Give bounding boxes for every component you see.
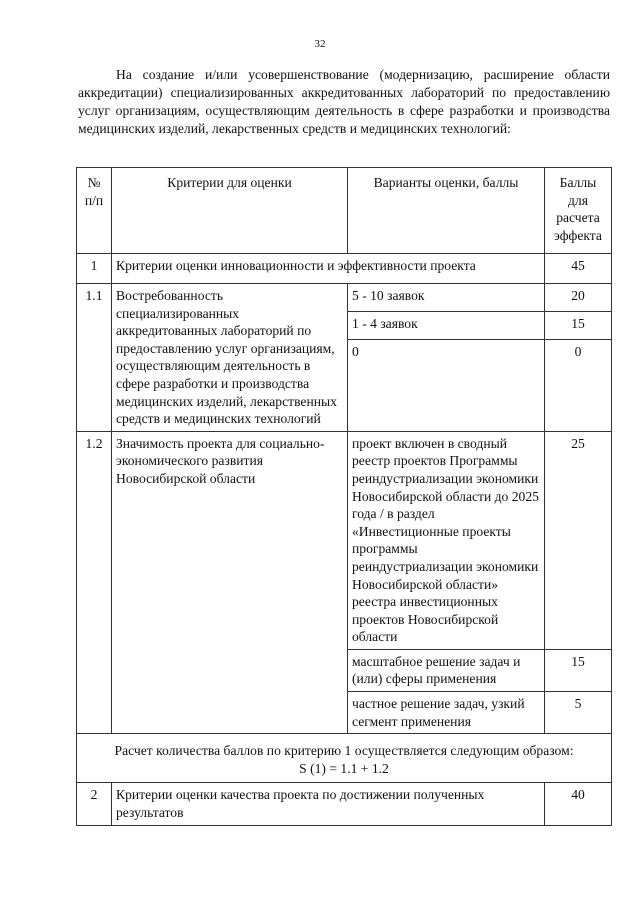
calc-note [77, 734, 612, 783]
section-2-row [77, 783, 612, 825]
row-1-2-variant-3: частное решение задач, узкий сегмент применения [348, 692, 545, 734]
section-1-title: Критерии оценки инновационности и эффективности проекта [112, 254, 545, 284]
row-1-2-points-1: 25 [545, 431, 612, 649]
calc-note-row [77, 734, 612, 783]
section-1-row [77, 254, 612, 284]
section-2-title: Критерии оценки качества проекта по достижении полученных результатов [112, 783, 545, 825]
header-criteria: Критерии для оценки [112, 168, 348, 254]
header-num: № п/п [77, 168, 112, 254]
row-1-2-points-2: 15 [545, 649, 612, 691]
row-1-1-variant-3: 0 [348, 340, 545, 432]
row-1-2-option-1 [77, 431, 612, 649]
row-1-1-criterion: Востребованность специализированных аккредитованных лабораторий по предоставлению услуг организациям, осуществляющим деятельность в сфере разработки и производства медицинских изделий, лекарственных средств и медицинских технологий [112, 284, 348, 432]
row-1-2-num: 1.2 [77, 431, 112, 734]
calc-note-text: Расчет количества баллов по критерию 1 осуществляется следующим образом: [114, 743, 574, 759]
calc-note-formula: S (1) = 1.1 + 1.2 [299, 760, 389, 776]
section-2-num: 2 [77, 783, 112, 825]
header-points: Баллы для расчета эффекта [545, 168, 612, 254]
header-variants: Варианты оценки, баллы [348, 168, 545, 254]
row-1-1-points-2: 15 [545, 312, 612, 340]
criteria-table [76, 167, 612, 826]
row-1-1-points-3: 0 [545, 340, 612, 432]
page-number: 32 [314, 38, 326, 50]
row-1-1-num: 1.1 [77, 284, 112, 432]
row-1-2-variant-1: проект включен в сводный реестр проектов Программы реиндустриализации экономики Новосибирской области до 2025 года / в раздел «Инвестиционные проекты программы реиндустриализации экономики Новосибирской области» реестра инвестиционных проектов Новосибирской области [348, 431, 545, 649]
row-1-2-variant-2: масштабное решение задач и (или) сферы применения [348, 649, 545, 691]
table-header-row [77, 168, 612, 254]
section-2-points: 40 [545, 783, 612, 825]
row-1-1-variant-1: 5 - 10 заявок [348, 284, 545, 312]
row-1-1-variant-2: 1 - 4 заявок [348, 312, 545, 340]
row-1-2-points-3: 5 [545, 692, 612, 734]
intro-paragraph: На создание и/или усовершенствование (модернизацию, расширение области аккредитации) специализированных аккредитованных лабораторий по предоставлению услуг организациям, осуществляющим деятельность в сфере разработки и производства медицинских изделий, лекарственных средств и медицинских технологий: [78, 67, 610, 136]
row-1-1-points-1: 20 [545, 284, 612, 312]
row-1-2-criterion: Значимость проекта для социально-экономического развития Новосибирской области [112, 431, 348, 734]
section-1-points: 45 [545, 254, 612, 284]
row-1-1-option-1 [77, 284, 612, 312]
section-1-num: 1 [77, 254, 112, 284]
